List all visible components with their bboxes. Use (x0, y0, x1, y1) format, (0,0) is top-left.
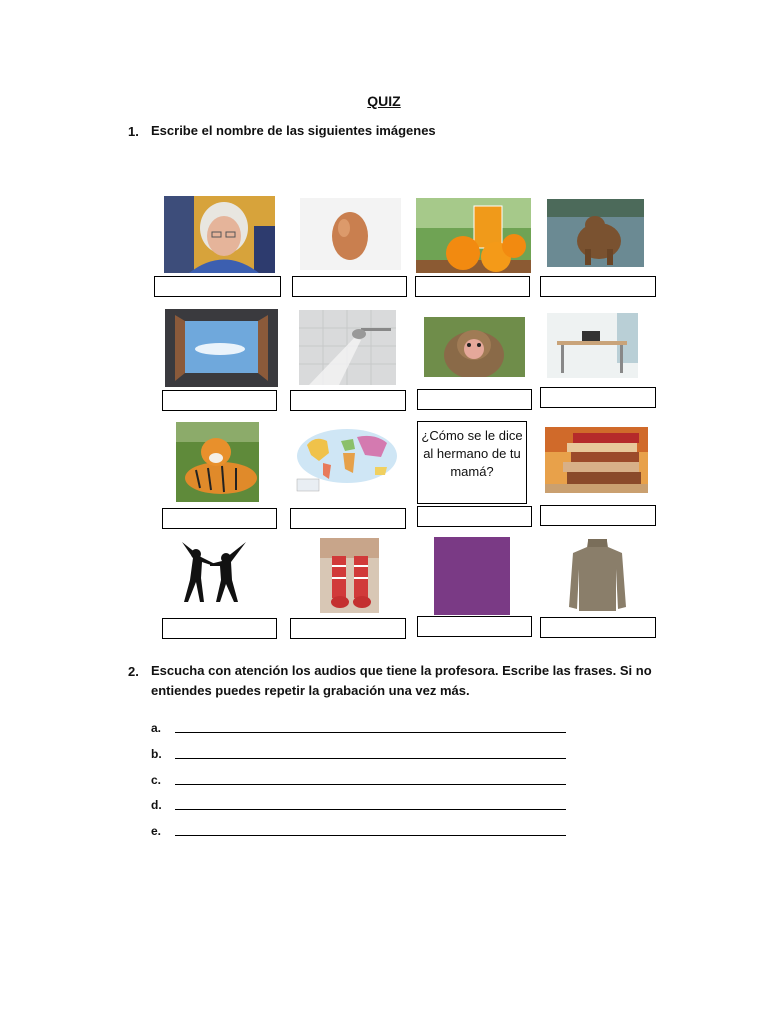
question-text-box: ¿Cómo se le dice al hermano de tu mamá? (417, 421, 527, 504)
answer-box-10[interactable] (290, 508, 406, 529)
answer-letter-a: a. (151, 721, 162, 735)
question-2-line-1: Escucha con atención los audios que tiene la profesora. Escribe las frases. Si no (151, 663, 652, 678)
sweater-photo (566, 537, 629, 615)
answer-box-14[interactable] (290, 618, 406, 639)
desk-photo (547, 313, 638, 378)
answer-line-a[interactable] (175, 732, 566, 733)
answer-box-3[interactable] (415, 276, 530, 297)
answer-letter-e: e. (151, 824, 162, 838)
answer-box-12[interactable] (540, 505, 656, 526)
answer-letter-d: d. (151, 798, 162, 812)
answer-box-7[interactable] (417, 389, 532, 410)
question-2-line-2: entiendes puedes repetir la grabación una vez más. (151, 683, 470, 698)
answer-box-13[interactable] (162, 618, 277, 639)
socks-photo (320, 538, 379, 613)
answer-box-16[interactable] (540, 617, 656, 638)
answer-box-6[interactable] (290, 390, 406, 411)
answer-box-11[interactable] (417, 506, 532, 527)
answer-line-d[interactable] (175, 809, 566, 810)
answer-box-2[interactable] (292, 276, 407, 297)
tiger-photo (176, 422, 259, 502)
purple-square (434, 537, 510, 615)
answer-letter-c: c. (151, 773, 162, 787)
orange-juice-photo (416, 198, 531, 273)
shower-photo (299, 310, 396, 385)
egg-photo (300, 198, 401, 270)
bear-photo (547, 199, 644, 267)
monkey-photo (424, 317, 525, 377)
answer-box-8[interactable] (540, 387, 656, 408)
answer-box-9[interactable] (162, 508, 277, 529)
answer-box-4[interactable] (540, 276, 656, 297)
answer-box-15[interactable] (417, 616, 532, 637)
dancers-silhouette (176, 540, 248, 606)
page-title: QUIZ (367, 93, 401, 109)
books-photo (545, 427, 648, 493)
answer-line-e[interactable] (175, 835, 566, 836)
answer-line-c[interactable] (175, 784, 566, 785)
question-1-text: Escribe el nombre de las siguientes imágenes (151, 123, 436, 138)
world-map-photo (295, 423, 400, 494)
answer-box-1[interactable] (154, 276, 281, 297)
answer-box-5[interactable] (162, 390, 277, 411)
question-1-number: 1. (128, 124, 139, 139)
answer-letter-b: b. (151, 747, 162, 761)
window-photo (165, 309, 278, 387)
grandmother-photo (164, 196, 275, 273)
question-2-number: 2. (128, 664, 139, 679)
answer-line-b[interactable] (175, 758, 566, 759)
